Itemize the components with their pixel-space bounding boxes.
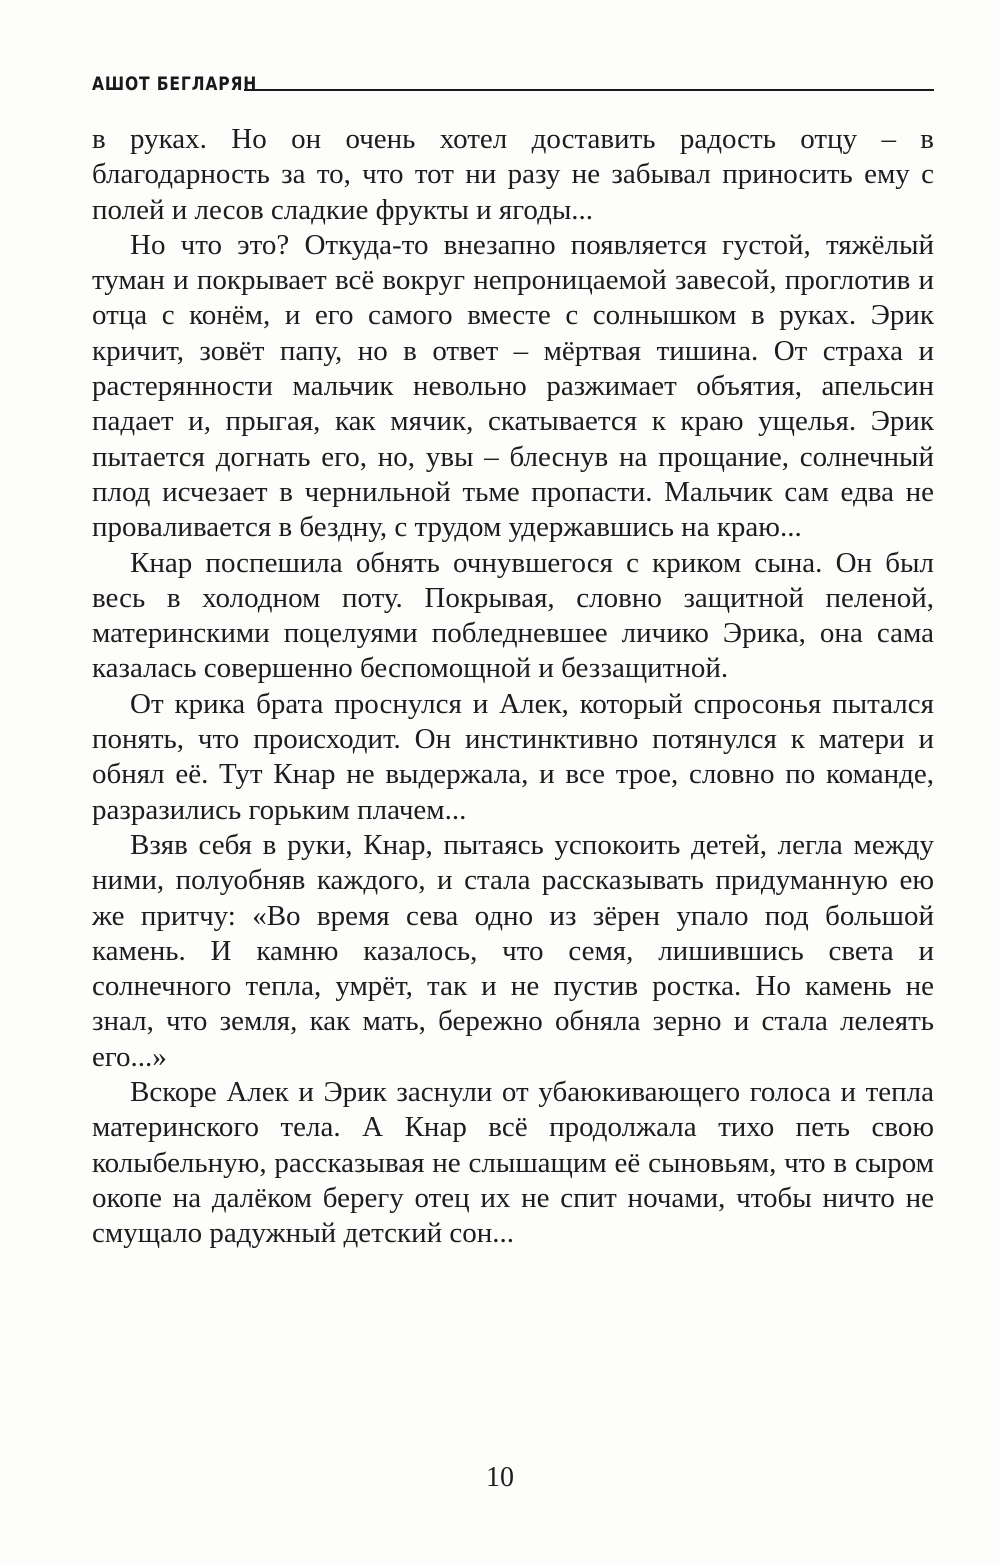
paragraph-2: Но что это? Откуда-то внезапно появляется густой, тяжёлый туман и покрывает всё вокруг непроницаемой завесой, проглотив и отца с конём, и его самого вместе с солнышком в руках. Эрик кричит, зовёт папу, но в ответ – мёртвая тишина. От страха и растерянности мальчик невольно разжимает объятия, апельсин падает и, прыгая, как мячик, скатывается к краю ущелья. Эрик пытается догнать его, но, увы – блеснув на прощание, солнечный плод исчезает в чернильной тьме пропасти. Мальчик сам едва не проваливается в бездну, с трудом удержавшись на краю... (92, 228, 934, 544)
author-name: АШОТ БЕГЛАРЯН (92, 73, 258, 95)
paragraph-3: Кнар поспешила обнять очнувшегося с криком сына. Он был весь в холодном поту. Покрывая, словно защитной пеленой, материнскими поцелуями побледневшее личико Эрика, она сама казалась совершенно беспомощной и беззащитной. (92, 546, 934, 685)
body-text (92, 122, 934, 1252)
paragraph-1: в руках. Но он очень хотел доставить радость отцу – в благодарность за то, что тот ни разу не забывал приносить ему с полей и лесов сладкие фрукты и ягоды... (92, 123, 934, 226)
paragraph-4: От крика брата проснулся и Алек, который спросонья пытался понять, что происходит. Он инстинктивно потянулся к матери и обнял её. Тут Кнар не выдержала, и все трое, словно по команде, разразились горьким плачем... (92, 687, 934, 826)
paragraph-5: Взяв себя в руки, Кнар, пытаясь успокоить детей, легла между ними, полуобняв каждого, и стала рассказывать придуманную ею же притчу: «Во время сева одно из зёрен упало под большой камень. И камню казалось, что семя, лишившись света и солнечного тепла, умрёт, так и не пустив ростка. Но камень не знал, что земля, как мать, бережно обняла зерно и стала лелеять его...» (92, 828, 934, 1073)
header-rule (244, 89, 934, 91)
paragraph-6: Вскоре Алек и Эрик заснули от убаюкивающего голоса и тепла материнского тела. А Кнар всё продолжала тихо петь свою колыбельную, рассказывая не слышащим её сыновьям, что в сыром окопе на далёком берегу отец их не спит ночами, чтобы ничто не смущало радужный детский сон... (92, 1076, 934, 1250)
running-header (92, 64, 934, 94)
page-number: 10 (486, 1462, 514, 1493)
